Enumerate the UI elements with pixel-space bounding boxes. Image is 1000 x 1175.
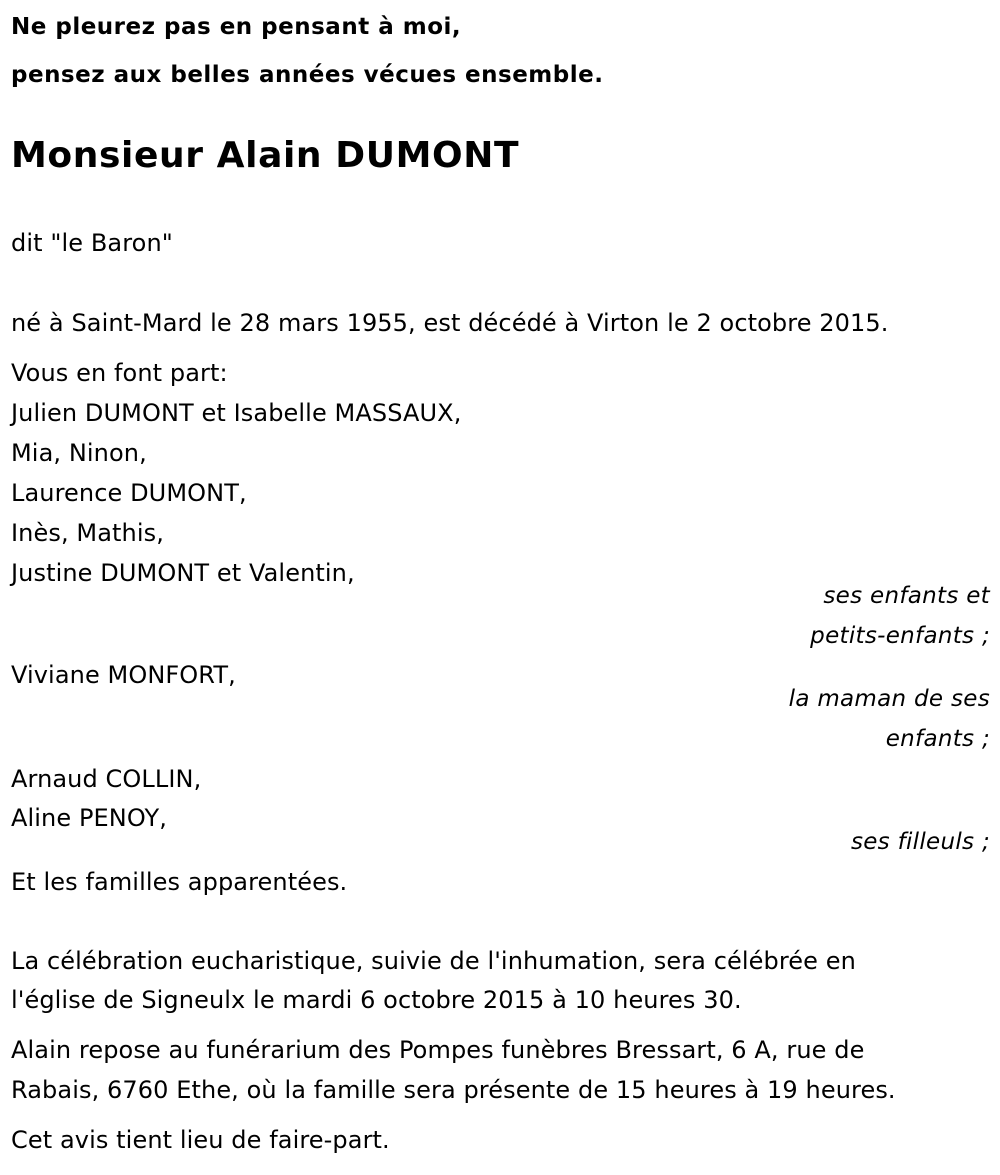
families-line: Et les familles apparentées. <box>11 868 348 896</box>
birth-death-line: né à Saint-Mard le 28 mars 1955, est décédé à Virton le 2 octobre 2015. <box>11 309 889 337</box>
children-role-line-1: ses enfants et <box>823 583 990 609</box>
ceremony-line-1: La célébration eucharistique, suivie de l'inhumation, sera célébrée en <box>11 947 856 975</box>
mother-role-line-1: la maman de ses <box>788 686 990 712</box>
family-member: Mia, Ninon, <box>11 439 147 467</box>
family-member: Laurence DUMONT, <box>11 479 247 507</box>
godchildren-role: ses filleuls ; <box>850 829 990 855</box>
children-role-line-2: petits-enfants ; <box>810 623 990 649</box>
family-member: Justine DUMONT et Valentin, <box>11 559 355 587</box>
announcement-intro: Vous en font part: <box>11 359 228 387</box>
ceremony-line-2: l'église de Signeulx le mardi 6 octobre 2015 à 10 heures 30. <box>11 986 742 1014</box>
repose-line-2: Rabais, 6760 Ethe, où la famille sera présente de 15 heures à 19 heures. <box>11 1076 896 1104</box>
closing-line: Cet avis tient lieu de faire-part. <box>11 1126 390 1154</box>
family-member: Viviane MONFORT, <box>11 661 236 689</box>
family-member: Julien DUMONT et Isabelle MASSAUX, <box>11 399 462 427</box>
repose-line-1: Alain repose au funérarium des Pompes funèbres Bressart, 6 A, rue de <box>11 1036 865 1064</box>
family-member: Arnaud COLLIN, <box>11 765 202 793</box>
deceased-nickname: dit "le Baron" <box>11 229 173 257</box>
deceased-name: Monsieur Alain DUMONT <box>11 135 520 176</box>
mother-role-line-2: enfants ; <box>885 726 990 752</box>
quote-line-2: pensez aux belles années vécues ensemble. <box>11 62 604 88</box>
family-member: Inès, Mathis, <box>11 519 164 547</box>
quote-line-1: Ne pleurez pas en pensant à moi, <box>11 14 462 40</box>
family-member: Aline PENOY, <box>11 804 168 832</box>
